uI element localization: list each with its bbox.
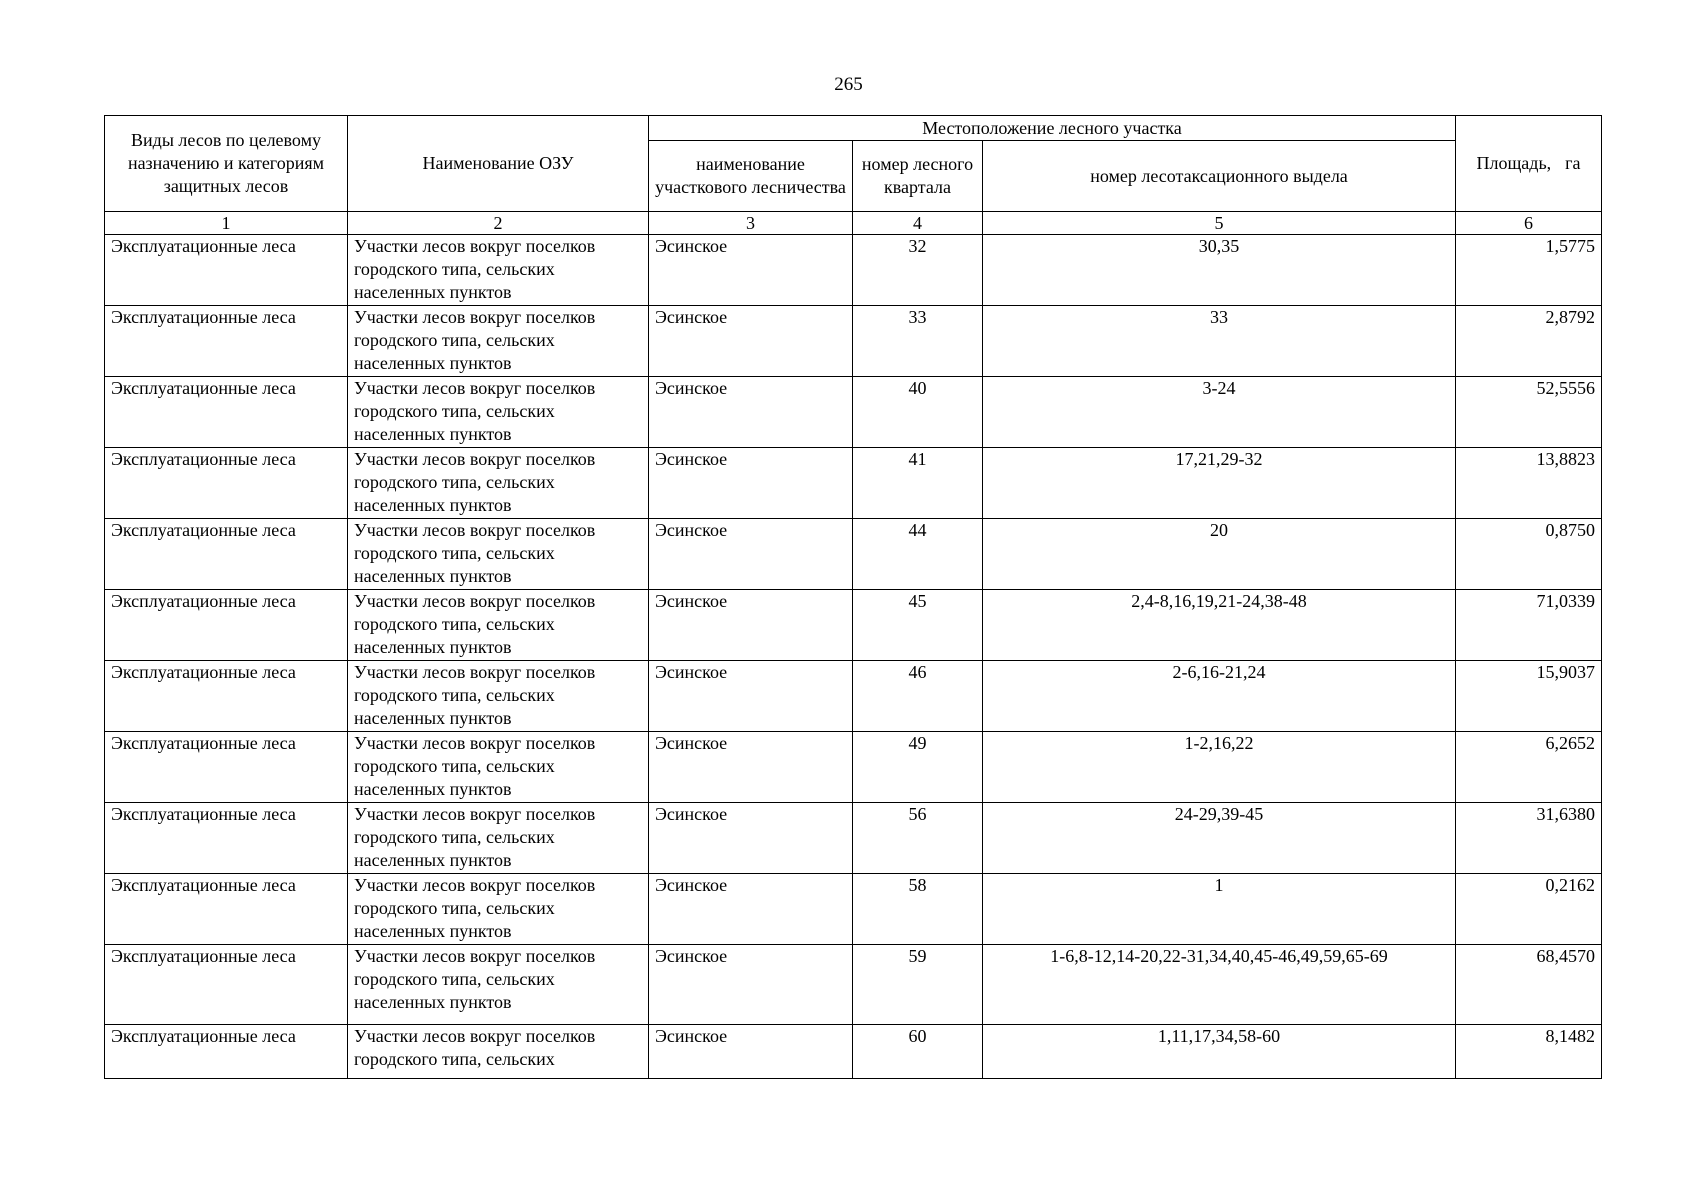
cell-ozu-name: Участки лесов вокруг поселков городского типа, сельских населенных пунктов	[348, 519, 649, 590]
cell-ozu-name: Участки лесов вокруг поселков городского типа, сельских населенных пунктов	[348, 661, 649, 732]
cell-area: 6,2652	[1456, 732, 1602, 803]
cell-area: 0,2162	[1456, 874, 1602, 945]
cell-forest-type: Эксплуатационные леса	[105, 1025, 348, 1079]
column-number: 6	[1456, 212, 1602, 235]
cell-allotments: 24-29,39-45	[983, 803, 1456, 874]
forest-plots-table	[104, 115, 1602, 1079]
cell-quarter: 40	[853, 377, 983, 448]
cell-ozu-name: Участки лесов вокруг поселков городского типа, сельских населенных пунктов	[348, 377, 649, 448]
cell-forest-type: Эксплуатационные леса	[105, 235, 348, 306]
table-row	[105, 590, 1602, 661]
cell-area: 8,1482	[1456, 1025, 1602, 1079]
cell-allotments: 1-2,16,22	[983, 732, 1456, 803]
table-row	[105, 945, 1602, 1025]
cell-forest-type: Эксплуатационные леса	[105, 661, 348, 732]
cell-quarter: 56	[853, 803, 983, 874]
page-number: 265	[834, 74, 863, 95]
cell-area: 0,8750	[1456, 519, 1602, 590]
cell-quarter: 33	[853, 306, 983, 377]
cell-quarter: 59	[853, 945, 983, 1025]
cell-forestry: Эсинское	[649, 590, 853, 661]
column-number: 2	[348, 212, 649, 235]
header-location-group: Местоположение лесного участка	[649, 116, 1456, 141]
cell-forestry: Эсинское	[649, 732, 853, 803]
cell-quarter: 32	[853, 235, 983, 306]
cell-quarter: 49	[853, 732, 983, 803]
cell-ozu-name: Участки лесов вокруг поселков городского типа, сельских населенных пунктов	[348, 235, 649, 306]
header-ozu-name: Наименование ОЗУ	[348, 116, 649, 212]
cell-forest-type: Эксплуатационные леса	[105, 448, 348, 519]
cell-forestry: Эсинское	[649, 874, 853, 945]
column-number: 5	[983, 212, 1456, 235]
cell-forestry: Эсинское	[649, 661, 853, 732]
cell-quarter: 41	[853, 448, 983, 519]
header-forest-type: Виды лесов по целевому назначению и категориям защитных лесов	[105, 116, 348, 212]
header-forestry-name: наименование участкового лесничества	[649, 141, 853, 212]
cell-area: 68,4570	[1456, 945, 1602, 1025]
cell-area: 31,6380	[1456, 803, 1602, 874]
cell-allotments: 2-6,16-21,24	[983, 661, 1456, 732]
cell-forestry: Эсинское	[649, 306, 853, 377]
header-area-unit: га	[1565, 153, 1581, 173]
cell-quarter: 46	[853, 661, 983, 732]
table-row	[105, 235, 1602, 306]
header-quarter-number: номер лесного квартала	[853, 141, 983, 212]
column-number-row	[105, 212, 1602, 235]
cell-forest-type: Эксплуатационные леса	[105, 732, 348, 803]
table-row	[105, 661, 1602, 732]
cell-quarter: 44	[853, 519, 983, 590]
cell-ozu-name: Участки лесов вокруг поселков городского типа, сельских населенных пунктов	[348, 306, 649, 377]
cell-forestry: Эсинское	[649, 377, 853, 448]
table-row	[105, 1025, 1602, 1079]
cell-ozu-name: Участки лесов вокруг поселков городского типа, сельских населенных пунктов	[348, 590, 649, 661]
cell-area: 15,9037	[1456, 661, 1602, 732]
cell-quarter: 45	[853, 590, 983, 661]
cell-allotments: 1	[983, 874, 1456, 945]
header-area	[1456, 116, 1602, 212]
cell-forest-type: Эксплуатационные леса	[105, 519, 348, 590]
cell-allotments: 30,35	[983, 235, 1456, 306]
cell-forestry: Эсинское	[649, 1025, 853, 1079]
table-row	[105, 519, 1602, 590]
table-body	[105, 235, 1602, 1079]
cell-forest-type: Эксплуатационные леса	[105, 945, 348, 1025]
cell-area: 1,5775	[1456, 235, 1602, 306]
cell-forest-type: Эксплуатационные леса	[105, 377, 348, 448]
column-number: 3	[649, 212, 853, 235]
header-allotment-number: номер лесотаксационного выдела	[983, 141, 1456, 212]
cell-ozu-name: Участки лесов вокруг поселков городского типа, сельских населенных пунктов	[348, 945, 649, 1025]
cell-area: 52,5556	[1456, 377, 1602, 448]
cell-forestry: Эсинское	[649, 803, 853, 874]
cell-allotments: 3-24	[983, 377, 1456, 448]
table-row	[105, 448, 1602, 519]
cell-forest-type: Эксплуатационные леса	[105, 590, 348, 661]
cell-ozu-name: Участки лесов вокруг поселков городского типа, сельских	[348, 1025, 649, 1079]
cell-forestry: Эсинское	[649, 519, 853, 590]
table-row	[105, 732, 1602, 803]
cell-allotments: 1-6,8-12,14-20,22-31,34,40,45-46,49,59,65-69	[983, 945, 1456, 1025]
cell-allotments: 33	[983, 306, 1456, 377]
cell-quarter: 60	[853, 1025, 983, 1079]
cell-area: 13,8823	[1456, 448, 1602, 519]
table-row	[105, 874, 1602, 945]
cell-allotments: 1,11,17,34,58-60	[983, 1025, 1456, 1079]
table-header	[105, 116, 1602, 235]
column-number: 4	[853, 212, 983, 235]
cell-allotments: 17,21,29-32	[983, 448, 1456, 519]
cell-forest-type: Эксплуатационные леса	[105, 306, 348, 377]
cell-forest-type: Эксплуатационные леса	[105, 874, 348, 945]
cell-ozu-name: Участки лесов вокруг поселков городского типа, сельских населенных пунктов	[348, 448, 649, 519]
cell-forestry: Эсинское	[649, 448, 853, 519]
cell-ozu-name: Участки лесов вокруг поселков городского типа, сельских населенных пунктов	[348, 803, 649, 874]
table-row	[105, 306, 1602, 377]
cell-forestry: Эсинское	[649, 945, 853, 1025]
cell-allotments: 20	[983, 519, 1456, 590]
cell-forestry: Эсинское	[649, 235, 853, 306]
table-row	[105, 803, 1602, 874]
cell-forest-type: Эксплуатационные леса	[105, 803, 348, 874]
cell-quarter: 58	[853, 874, 983, 945]
table-row	[105, 377, 1602, 448]
column-number: 1	[105, 212, 348, 235]
cell-ozu-name: Участки лесов вокруг поселков городского типа, сельских населенных пунктов	[348, 732, 649, 803]
cell-area: 2,8792	[1456, 306, 1602, 377]
cell-allotments: 2,4-8,16,19,21-24,38-48	[983, 590, 1456, 661]
cell-area: 71,0339	[1456, 590, 1602, 661]
cell-ozu-name: Участки лесов вокруг поселков городского типа, сельских населенных пунктов	[348, 874, 649, 945]
header-area-label: Площадь,	[1476, 153, 1552, 173]
